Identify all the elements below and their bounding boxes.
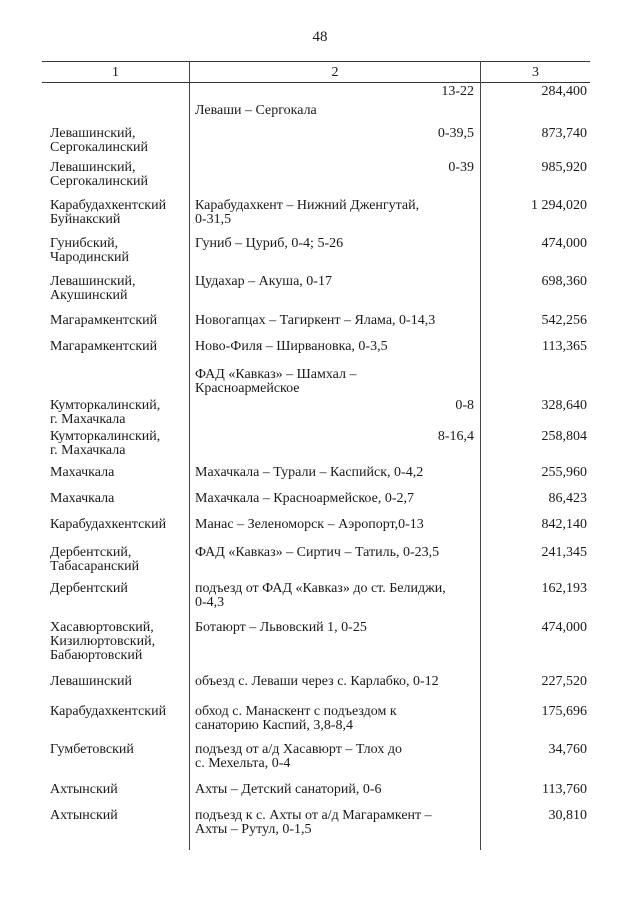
road-cell [195,492,477,506]
amount-cell: 842,140 [541,517,587,532]
district-cell-line: Магарамкентский [50,313,158,328]
district-cell [50,582,185,596]
district-cell [50,161,185,189]
district-cell-line: Махачкала [50,491,115,506]
district-cell-line: Кизилюртовский, [50,634,156,649]
road-cell [195,314,477,328]
column-header-1: 1 [112,65,119,80]
amount-cell: 34,760 [548,742,587,757]
amount-cell: 113,760 [542,782,587,797]
amount-cell: 113,365 [542,339,587,354]
road-cell-line: Цудахар – Акуша, 0-17 [195,274,332,289]
road-cell [195,546,477,560]
road-cell-line: Новогапцах – Тагиркент – Ялама, 0-14,3 [195,313,436,328]
district-cell-line: Карабудахкентский [50,517,167,532]
road-cell-line: Ботаюрт – Львовский 1, 0-25 [195,620,367,635]
road-cell-line: обход с. Манаскент с подъездом к [195,704,397,719]
district-cell [50,518,185,532]
district-cell [50,466,185,480]
district-cell-line: Ахтынский [50,808,118,823]
road-cell [195,275,477,289]
road-cell [195,199,477,227]
district-cell-line: Левашинский [50,674,133,689]
segment-cell [195,430,474,444]
district-cell-line: Гумбетовский [50,742,134,757]
amount-cell: 227,520 [541,674,587,689]
district-cell [50,743,185,757]
amount-cell: 985,920 [541,160,587,175]
column-header-3: 3 [532,65,539,80]
district-cell-line: г. Махачкала [50,443,126,458]
district-cell-line: Дербентский [50,581,128,596]
segment-cell-line: 0-39,5 [437,126,474,141]
road-cell-line: объезд с. Леваши через с. Карлабко, 0-12 [195,674,439,689]
segment-cell [195,127,474,141]
district-cell-line: Карабудахкентский [50,704,167,719]
road-cell-line: с. Мехельта, 0-4 [195,756,291,771]
road-cell [195,104,477,118]
district-cell [50,199,185,227]
amount-cell: 258,804 [541,429,587,444]
district-cell-line: Карабудахкентский [50,198,167,213]
road-cell [195,340,477,354]
amount-cell: 698,360 [541,274,587,289]
district-cell-line: г. Махачкала [50,412,126,427]
road-cell [195,621,477,635]
amount-cell: 328,640 [541,398,587,413]
district-cell [50,237,185,265]
amount-cell: 873,740 [541,126,587,141]
amount-cell: 284,400 [541,84,587,99]
district-cell [50,705,185,719]
road-cell [195,582,477,610]
amount-cell: 474,000 [541,620,587,635]
district-cell-line: Хасавюртовский, [50,620,154,635]
page-number: 48 [312,29,328,45]
district-cell [50,314,185,328]
amount-cell: 30,810 [548,808,587,823]
district-cell-line: Махачкала [50,465,115,480]
road-cell-line: ФАД «Кавказ» – Шамхал – [195,367,357,382]
amount-cell: 1 294,020 [531,198,587,213]
road-cell-line: Ахты – Детский санаторий, 0-6 [195,782,382,797]
amount-cell: 162,193 [541,581,587,596]
road-cell [195,518,477,532]
road-cell-line: Ново-Филя – Ширвановка, 0-3,5 [195,339,388,354]
segment-cell-line: 0-8 [455,398,474,413]
header-bottom-border [42,82,590,83]
road-cell-line: Гуниб – Цуриб, 0-4; 5-26 [195,236,344,251]
road-cell [195,783,477,797]
road-cell [195,809,477,837]
district-cell-line: Левашинский, [50,160,136,175]
district-cell-line: Магарамкентский [50,339,158,354]
road-cell [195,675,477,689]
district-cell [50,783,185,797]
segment-cell-line: 8-16,4 [437,429,474,444]
road-cell-line: 0-31,5 [195,212,232,227]
segment-cell [195,85,474,99]
road-cell-line: Махачкала – Турали – Каспийск, 0-4,2 [195,465,424,480]
road-cell-line: ФАД «Кавказ» – Сиртич – Татиль, 0-23,5 [195,545,440,560]
district-cell [50,399,185,427]
column-divider-1 [189,61,190,850]
road-cell-line: Махачкала – Красноармейское, 0-2,7 [195,491,414,506]
segment-cell-line: 13-22 [441,84,474,99]
road-cell-line: Карабудахкент – Нижний Дженгутай, [195,198,420,213]
district-cell-line: Табасаранский [50,559,140,574]
district-cell-line: Кумторкалинский, [50,398,161,413]
road-cell-line: подъезд от ФАД «Кавказ» до ст. Белиджи, [195,581,446,596]
district-cell [50,621,185,663]
road-cell [195,466,477,480]
segment-cell-line: 0-39 [448,160,474,175]
amount-cell: 474,000 [541,236,587,251]
amount-cell: 255,960 [541,465,587,480]
district-cell-line: Буйнакский [50,212,121,227]
district-cell-line: Левашинский, [50,274,136,289]
district-cell-line: Ахтынский [50,782,118,797]
district-cell-line: Чародинский [50,250,130,265]
column-header-2: 2 [331,65,339,80]
column-divider-2 [480,61,481,850]
road-cell-line: подъезд от а/д Хасавюрт – Тлох до [195,742,402,757]
district-cell [50,275,185,303]
district-cell [50,127,185,155]
district-cell-line: Сергокалинский [50,174,149,189]
district-cell [50,340,185,354]
district-cell [50,430,185,458]
district-cell-line: Дербентский, [50,545,132,560]
segment-cell [195,399,474,413]
road-cell [195,368,477,396]
road-cell-line: Леваши – Сергокала [195,103,317,118]
road-cell-line: 0-4,3 [195,595,225,610]
road-cell [195,237,477,251]
amount-cell: 175,696 [541,704,587,719]
district-cell-line: Акушинский [50,288,128,303]
segment-cell [195,161,474,175]
table-top-border [42,61,590,62]
district-cell-line: Левашинский, [50,126,136,141]
amount-cell: 86,423 [548,491,587,506]
district-cell [50,546,185,574]
amount-cell: 241,345 [541,545,587,560]
district-cell-line: Кумторкалинский, [50,429,161,444]
road-cell-line: Ахты – Рутул, 0-1,5 [195,822,312,837]
district-cell [50,675,185,689]
road-cell [195,743,477,771]
road-cell-line: Манас – Зеленоморск – Аэропорт,0-13 [195,517,424,532]
district-cell-line: Гунибский, [50,236,119,251]
road-cell-line: Красноармейское [195,381,300,396]
district-cell-line: Бабаюртовский [50,648,143,663]
district-cell [50,492,185,506]
road-cell-line: санаторию Каспий, 3,8-8,4 [195,718,354,733]
district-cell-line: Сергокалинский [50,140,149,155]
district-cell [50,809,185,823]
road-cell [195,705,477,733]
amount-cell: 542,256 [541,313,587,328]
road-cell-line: подъезд к с. Ахты от а/д Магарамкент – [195,808,432,823]
